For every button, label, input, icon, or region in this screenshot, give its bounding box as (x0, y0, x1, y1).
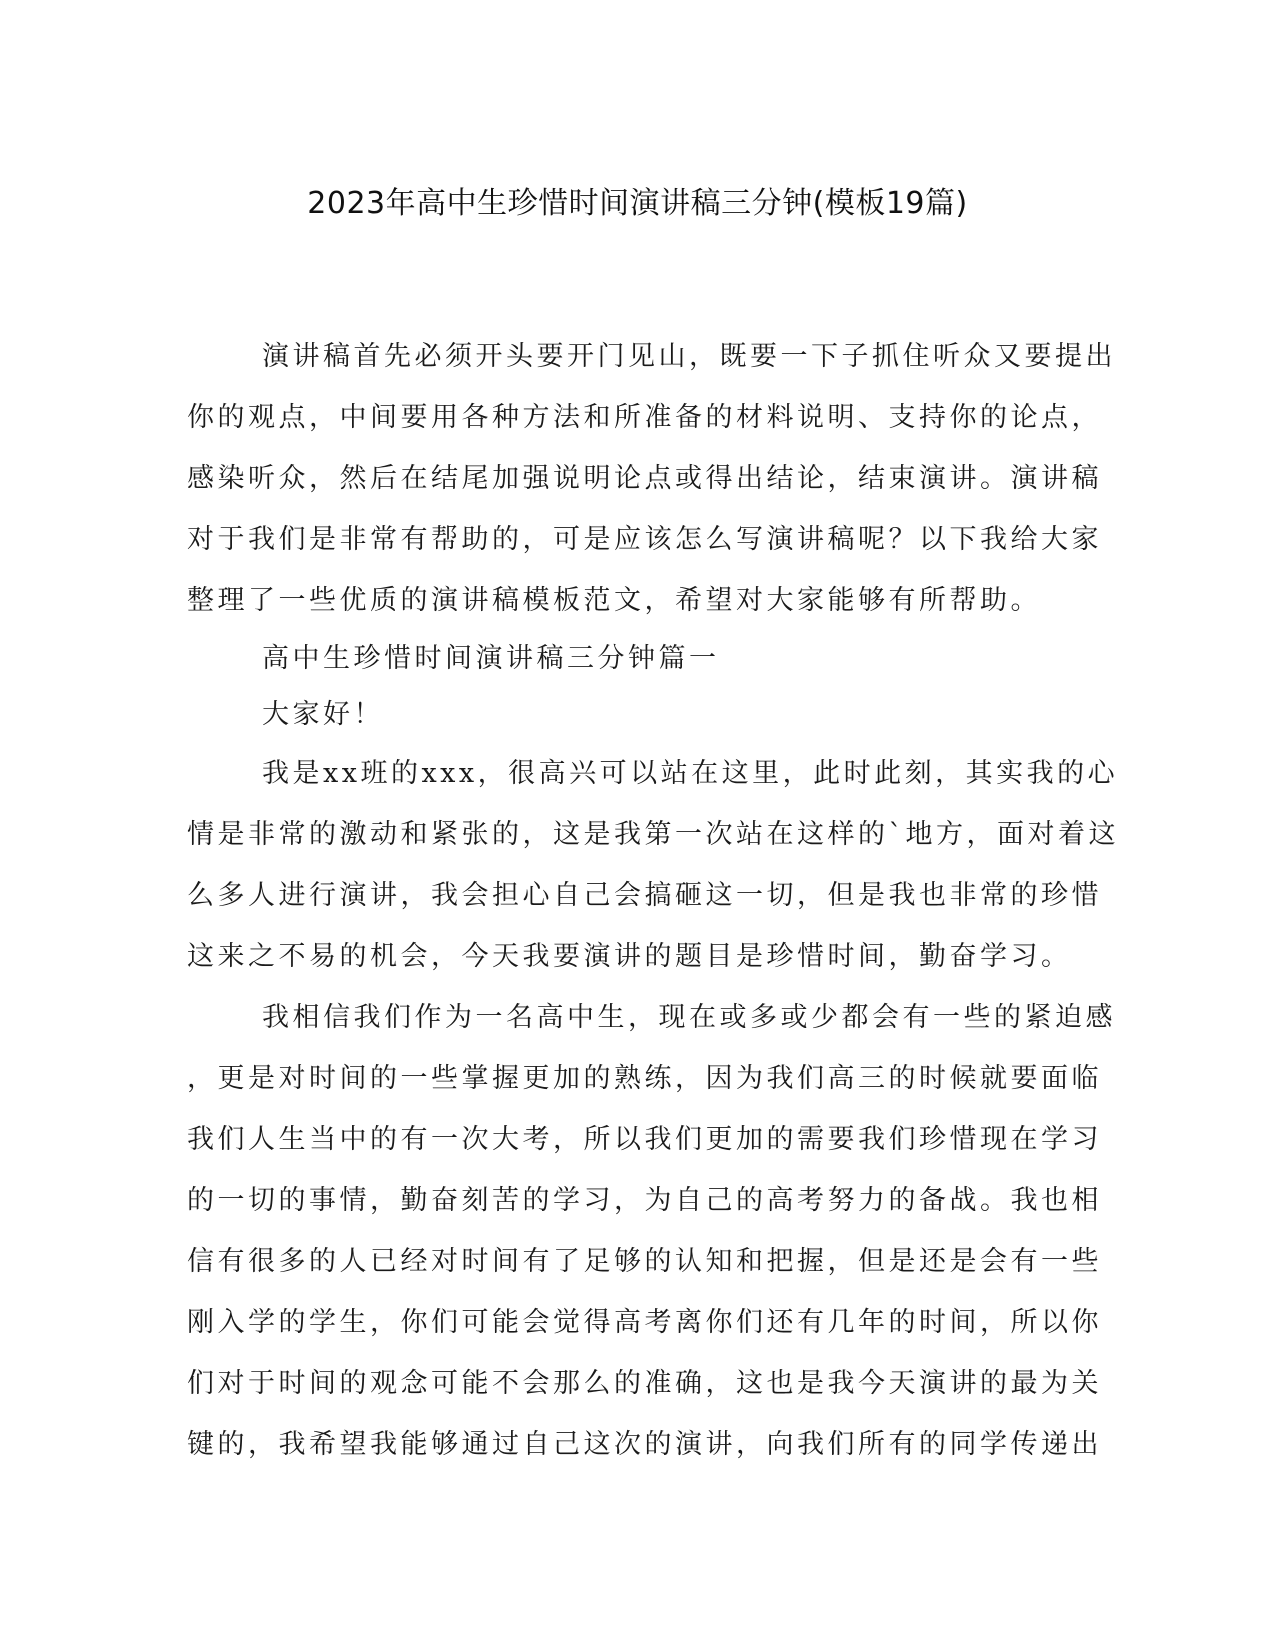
paragraph-line: ，更是对时间的一些掌握更加的熟练，因为我们高三的时候就要面临 (187, 1063, 1102, 1094)
paragraph-line: 对于我们是非常有帮助的，可是应该怎么写演讲稿呢？以下我给大家 (187, 524, 1102, 555)
document-body (187, 326, 1119, 1475)
paragraph-line: 情是非常的激动和紧张的，这是我第一次站在这样的`地方，面对着这 (187, 819, 1119, 850)
paragraph-line: 我是xx班的xxx，很高兴可以站在这里，此时此刻，其实我的心 (262, 758, 1119, 789)
paragraph-line: 们对于时间的观念可能不会那么的准确，这也是我今天演讲的最为关 (187, 1368, 1102, 1399)
paragraph-line: 么多人进行演讲，我会担心自己会搞砸这一切，但是我也非常的珍惜 (187, 880, 1102, 911)
paragraph-line: 刚入学的学生，你们可能会觉得高考离你们还有几年的时间，所以你 (187, 1307, 1102, 1338)
paragraph-line: 感染听众，然后在结尾加强说明论点或得出结论，结束演讲。演讲稿 (187, 463, 1102, 494)
paragraph-line: 我们人生当中的有一次大考，所以我们更加的需要我们珍惜现在学习 (187, 1124, 1102, 1155)
greeting-line: 大家好！ (262, 699, 384, 730)
paragraph-line: 的一切的事情，勤奋刻苦的学习，为自己的高考努力的备战。我也相 (187, 1185, 1102, 1216)
paragraph-line: 信有很多的人已经对时间有了足够的认知和把握，但是还是会有一些 (187, 1246, 1102, 1277)
paragraph-line: 这来之不易的机会，今天我要演讲的题目是珍惜时间，勤奋学习。 (187, 941, 1072, 972)
paragraph-line: 整理了一些优质的演讲稿模板范文，希望对大家能够有所帮助。 (187, 585, 1041, 616)
section-heading: 高中生珍惜时间演讲稿三分钟篇一 (262, 643, 720, 674)
paragraph-line: 键的，我希望我能够通过自己这次的演讲，向我们所有的同学传递出 (187, 1429, 1102, 1460)
paragraph-line: 演讲稿首先必须开头要开门见山，既要一下子抓住听众又要提出 (262, 341, 1116, 372)
paragraph-line: 我相信我们作为一名高中生，现在或多或少都会有一些的紧迫感 (262, 1002, 1116, 1033)
document-title: 2023年高中生珍惜时间演讲稿三分钟(模板19篇) (307, 186, 968, 221)
paragraph-line: 你的观点，中间要用各种方法和所准备的材料说明、支持你的论点， (187, 402, 1102, 433)
